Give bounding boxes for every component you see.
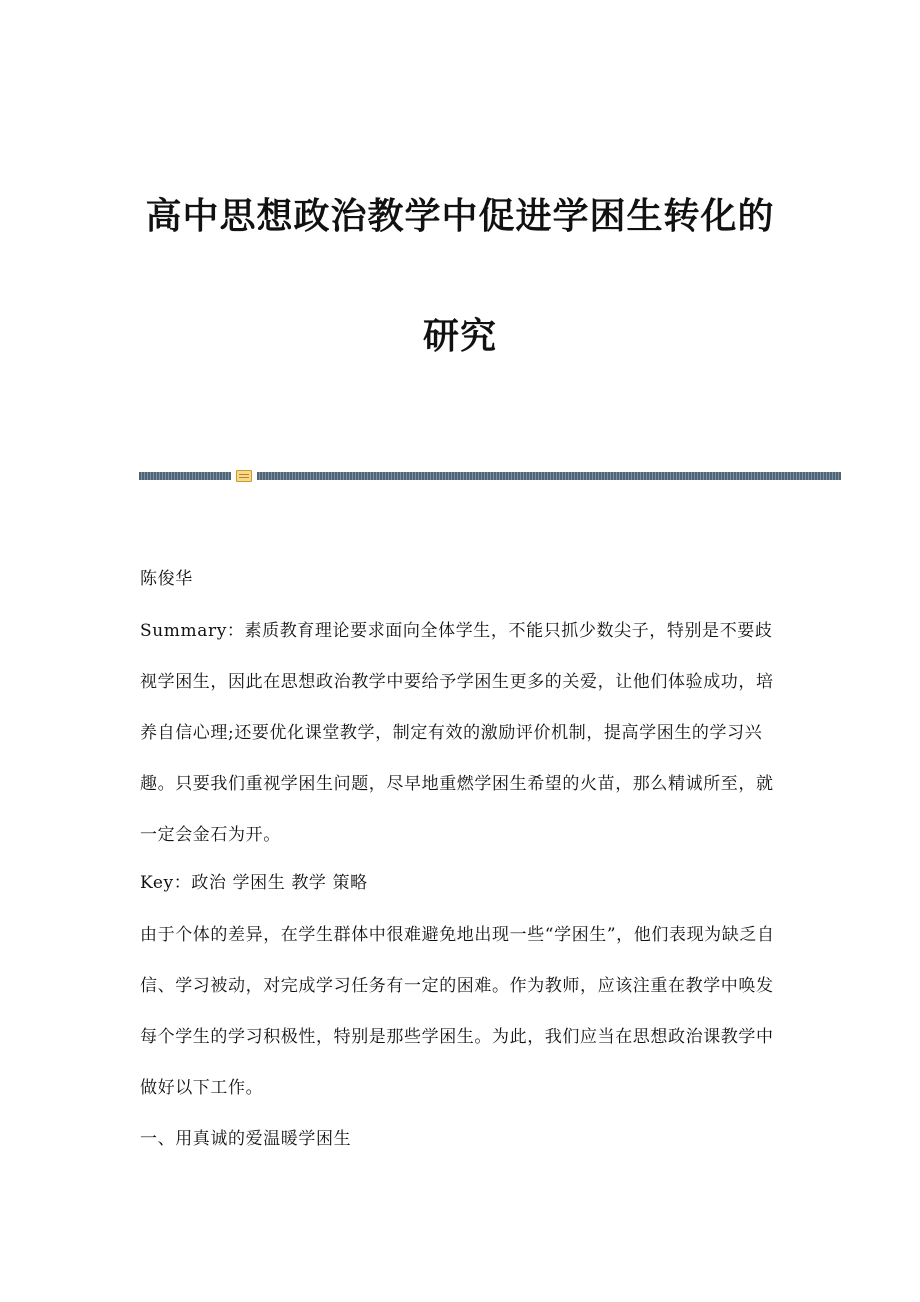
document-title-line-1: 高中思想政治教学中促进学困生转化的	[145, 195, 775, 237]
divider-bar-left	[139, 472, 231, 480]
author-name: 陈俊华	[140, 569, 193, 589]
document-title-line-2: 研究	[422, 315, 497, 357]
summary-paragraph: Summary：素质教育理论要求面向全体学生，不能只抓少数尖子，特别是不要歧视学困生，因此在思想政治教学中要给予学困生更多的关爱，让他们体验成功，培养自信心理;还要优化课堂教学，制定有效的激励评价机制，提高学困生的学习兴趣。只要我们重视学困生问题，尽早地重燃学困生希望的火苗，那么精诚所至，就一定会金石为开。	[140, 621, 774, 845]
keywords-line: Key：政治 学困生 教学 策略	[140, 873, 368, 893]
title-divider	[139, 470, 841, 482]
divider-bar-right	[257, 472, 841, 480]
intro-paragraph: 由于个体的差异，在学生群体中很难避免地出现一些“学困生”，他们表现为缺乏自信、学习被动，对完成学习任务有一定的困难。作为教师，应该注重在教学中唤发每个学生的学习积极性，特别是那些学困生。为此，我们应当在思想政治课教学中做好以下工作。	[140, 925, 775, 1098]
divider-emblem-icon	[236, 470, 252, 482]
section-heading: 一、用真诚的爱温暖学困生	[140, 1129, 352, 1149]
